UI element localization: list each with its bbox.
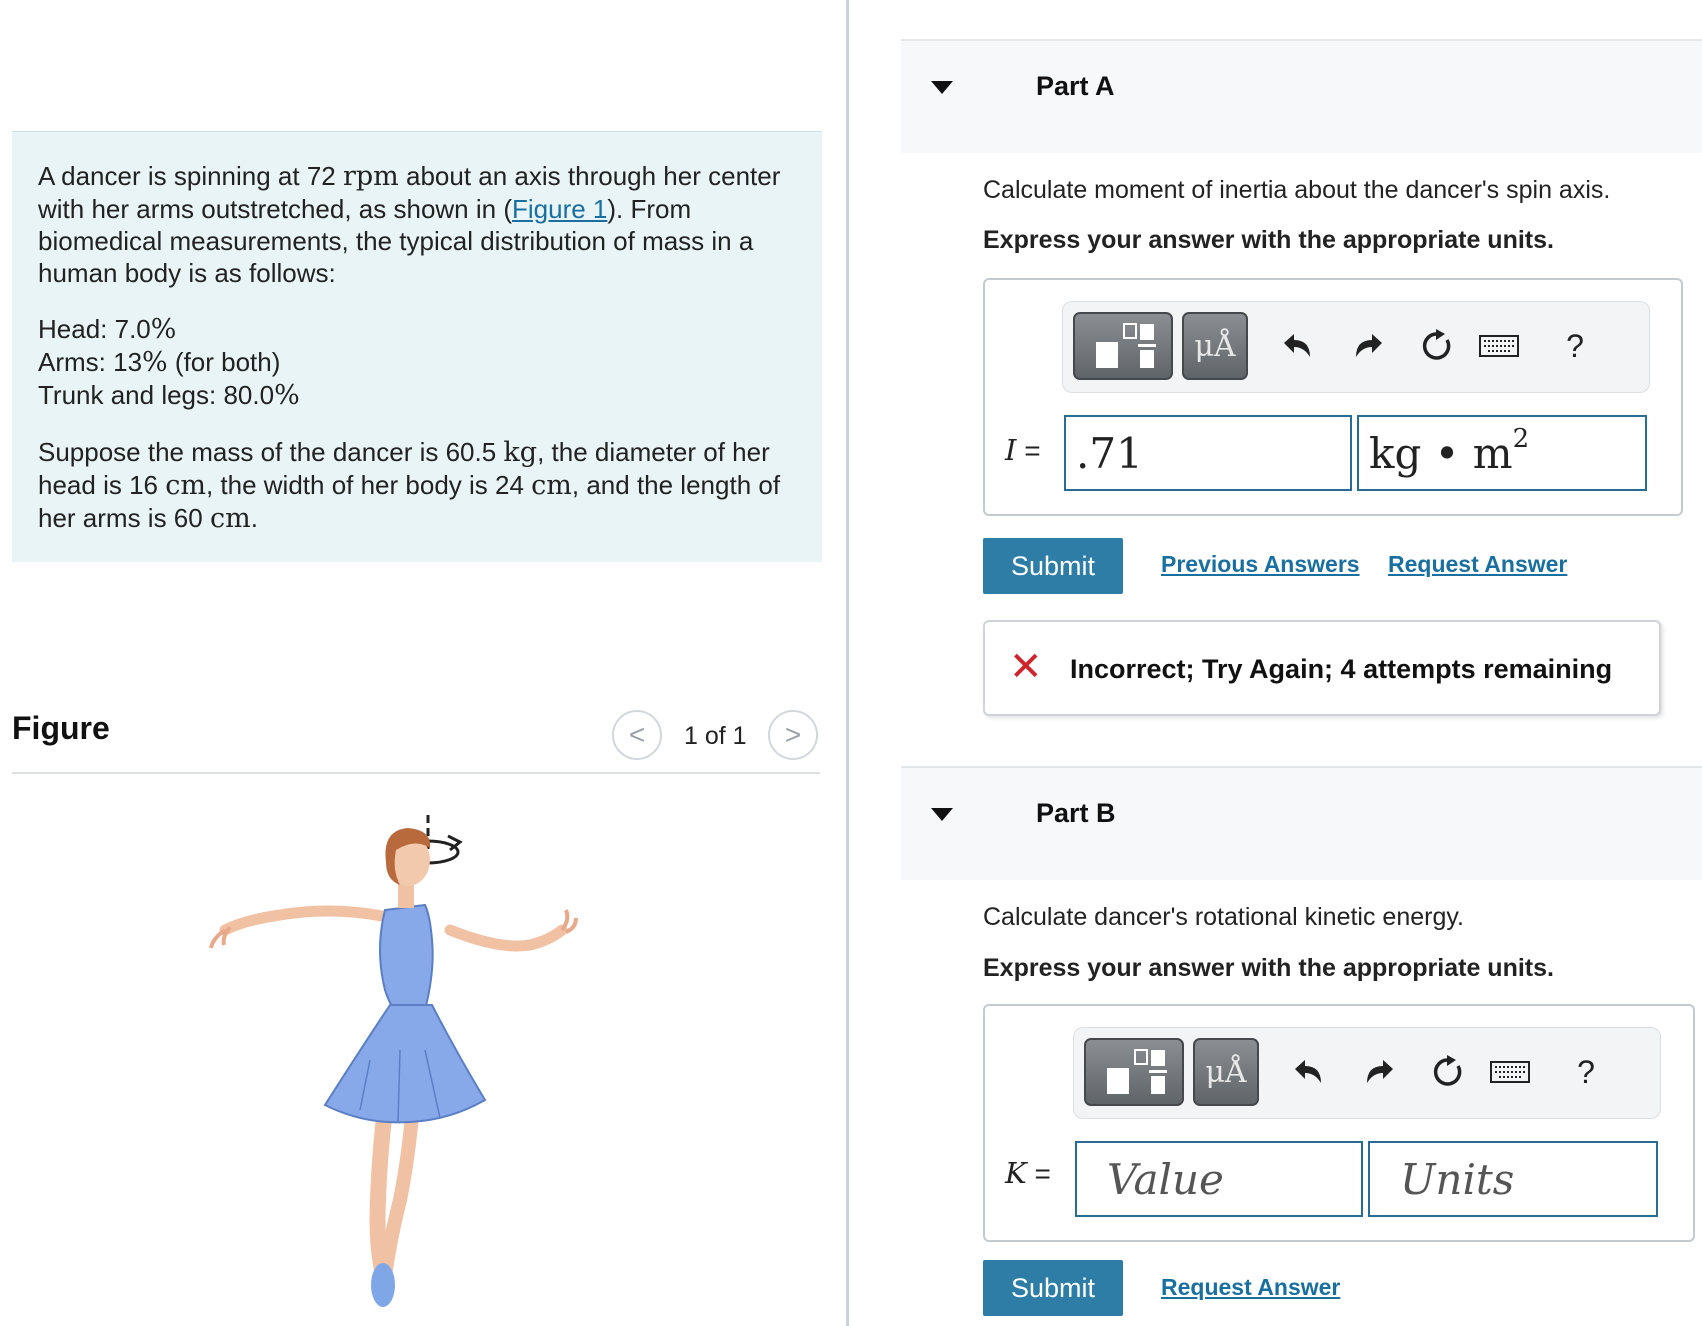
units-icon: μÅ [1205,1054,1247,1090]
equals-sign: = [1026,1158,1051,1189]
part-b-variable-label [1005,1156,1051,1190]
figure-header [12,700,820,774]
unit-exponent: 2 [1512,424,1530,454]
part-a-answer-box [983,278,1683,516]
unit-cm: cm [209,503,251,534]
part-a-question: Calculate moment of inertia about the dancer's spin axis. [983,176,1611,204]
mass-head [38,313,796,346]
dancer-shoes [371,1263,395,1307]
percent-sign: % [142,347,168,378]
problem-text: A dancer is spinning at 72 [38,161,343,191]
mass-head-label: Head: 7.0 [38,314,151,344]
problem-pane [0,0,848,1326]
problem-paragraph-2 [38,436,796,535]
answer-pane [849,0,1702,1326]
part-a-submit-button[interactable]: Submit [983,538,1123,594]
unit-cm: cm [165,470,206,501]
variable-i: I [1005,433,1017,467]
figure-next-button[interactable] [768,710,818,760]
chevron-right-icon: > [784,719,802,750]
part-b-answer-box [983,1004,1695,1242]
problem-paragraph-1 [38,160,796,289]
figure-title: Figure [12,710,110,746]
percent-sign: % [150,314,177,345]
reset-icon[interactable] [1424,1048,1472,1096]
part-a-instruction: Express your answer with the appropriate units. [983,226,1554,254]
dancer-skirt [325,1005,485,1122]
mass-trunk [38,379,796,412]
part-b-submit-button[interactable]: Submit [983,1260,1123,1316]
undo-icon[interactable] [1284,1048,1332,1096]
problem-text: , and the length of her arms is 60 [38,470,781,533]
dancer-figure [200,800,620,1320]
help-icon[interactable]: ? [1577,1053,1595,1090]
templates-button[interactable] [1084,1038,1184,1106]
mass-trunk-label: Trunk and legs: 80.0 [38,380,275,410]
part-a-value-input[interactable] [1064,415,1352,491]
reset-icon[interactable] [1413,322,1461,370]
unit-kg: kg [503,437,538,468]
part-b-question: Calculate dancer's rotational kinetic energy. [983,903,1464,931]
redo-icon[interactable] [1356,1048,1404,1096]
figure-counter: 1 of 1 [684,722,747,750]
figure-prev-button[interactable] [612,710,662,760]
keyboard-icon[interactable] [1475,322,1523,370]
dancer-torso [380,905,433,1010]
collapse-triangle-icon[interactable] [931,808,953,821]
mass-arms [38,346,796,379]
problem-text: ). From biomedical measurements, the typical distribution of mass in a human body is as follows: [38,194,754,288]
part-b-math-toolbar [1073,1027,1661,1119]
part-a-feedback [983,620,1661,716]
part-b-request-answer-link[interactable]: Request Answer [1161,1274,1341,1300]
collapse-triangle-icon[interactable] [931,81,953,94]
percent-sign: % [274,380,300,411]
problem-text: , the diameter of her head is 16 [38,437,770,500]
redo-icon[interactable] [1345,322,1393,370]
problem-text: Suppose the mass of the dancer is 60.5 [38,437,504,467]
part-b-title: Part B [1036,798,1116,828]
undo-icon[interactable] [1273,322,1321,370]
part-b-instruction: Express your answer with the appropriate units. [983,954,1554,982]
templates-button[interactable] [1073,312,1173,380]
mass-arms-label: Arms: 13 [38,347,143,377]
dancer-left-arm [225,911,400,930]
chevron-left-icon: < [628,719,646,750]
fraction-template-icon [1099,1046,1169,1098]
incorrect-x-icon: ✕ [1009,645,1043,689]
figure-1-link[interactable]: Figure 1 [511,194,608,224]
unit-rpm: rpm [342,161,399,192]
mass-arms-suffix: (for both) [167,347,281,377]
units-icon: μÅ [1194,328,1236,364]
part-a-units-input[interactable] [1357,415,1647,491]
help-icon[interactable]: ? [1566,327,1584,364]
part-a-unit: kg • m [1369,428,1513,478]
dancer-right-arm [450,930,562,946]
part-a-variable-label [1005,433,1041,467]
units-placeholder: Units [1400,1154,1515,1204]
part-a-request-answer-link[interactable]: Request Answer [1388,551,1568,577]
units-button[interactable] [1193,1038,1259,1106]
problem-statement [12,131,822,562]
part-a-header[interactable] [901,39,1702,153]
mass-distribution-list [38,313,796,412]
previous-answers-link[interactable]: Previous Answers [1161,551,1360,577]
fraction-template-icon [1088,320,1158,372]
value-placeholder: Value [1107,1154,1224,1204]
feedback-message: Incorrect; Try Again; 4 attempts remaining [1070,654,1613,684]
part-a-math-toolbar [1062,301,1650,393]
keyboard-icon[interactable] [1486,1048,1534,1096]
units-button[interactable] [1182,312,1248,380]
dancer-right-hand [562,910,576,932]
variable-k: K [1005,1156,1027,1190]
problem-text: about an axis through her center with her arms outstretched, as shown in ( [38,161,781,224]
part-a-title: Part A [1036,71,1115,101]
unit-cm: cm [531,470,572,501]
equals-sign: = [1016,435,1041,466]
part-b-value-input[interactable] [1075,1141,1363,1217]
part-a-value: .71 [1076,428,1143,478]
part-b-units-input[interactable] [1368,1141,1658,1217]
part-b-header[interactable] [901,766,1702,880]
problem-text: , the width of her body is 24 [205,470,532,500]
problem-text: . [250,503,258,533]
